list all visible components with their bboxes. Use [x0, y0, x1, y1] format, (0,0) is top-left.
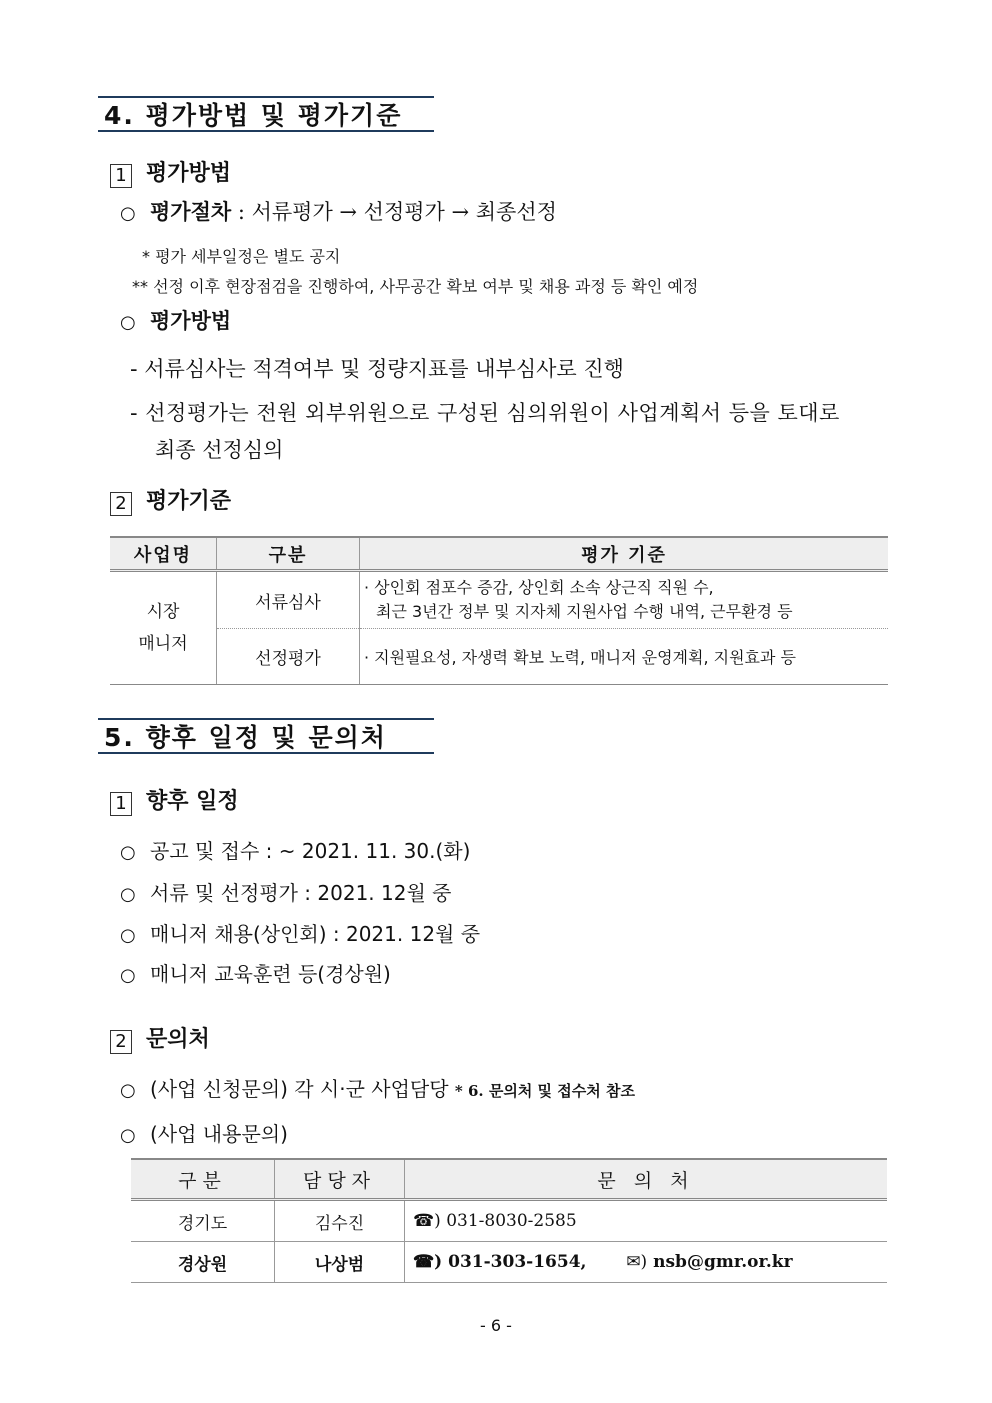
inquiry-line-1 — [120, 1073, 635, 1102]
phone-icon: ☎) — [413, 1211, 441, 1231]
business-name-cell — [110, 571, 217, 685]
subsection-number: 2 — [110, 1030, 132, 1054]
inquiry-note: * 6. 문의처 및 접수처 참조 — [454, 1082, 635, 1100]
inquiry-line-2 — [120, 1118, 288, 1147]
criteria-table — [110, 536, 888, 685]
method-item: - 서류심사는 적격여부 및 정량지표를 내부심사로 진행 — [130, 357, 624, 381]
column-header: 구분 — [131, 1159, 275, 1200]
criteria-line: · 지원필요성, 자생력 확보 노력, 매니저 운영계획, 지원효과 등 — [364, 648, 796, 667]
note-2: ** 선정 이후 현장점검을 진행하여, 사무공간 확보 여부 및 채용 과정 등 확인 예정 — [132, 277, 699, 296]
column-header: 담당자 — [275, 1159, 405, 1200]
note-1: * 평가 세부일정은 별도 공지 — [142, 247, 341, 266]
schedule-item — [120, 877, 451, 906]
table-row — [131, 1200, 887, 1242]
subsection-title: 문의처 — [146, 1027, 210, 1052]
column-header: 사업명 — [110, 537, 217, 571]
method-label: 평가방법 — [150, 309, 232, 333]
inquiry-label: (사업 신청문의) — [150, 1077, 288, 1101]
table-header-row — [131, 1159, 887, 1200]
schedule-text: 매니저 교육훈련 등(경상원) — [150, 962, 391, 986]
criteria-line: · 상인회 점포수 증감, 상인회 소속 상근직 직원 수, — [364, 578, 714, 597]
inquiry-text: 각 시·군 사업담당 — [294, 1077, 449, 1101]
procedure-line — [120, 196, 557, 226]
schedule-text: 매니저 채용(상인회) : 2021. 12월 중 — [150, 922, 481, 946]
circle-bullet-icon: ○ — [120, 842, 136, 863]
org-cell: 경기도 — [131, 1200, 275, 1242]
section-4-title: 4. 평가방법 및 평가기준 — [98, 96, 434, 132]
schedule-item — [120, 835, 470, 864]
schedule-text: 서류 및 선정평가 : 2021. 12월 중 — [150, 881, 452, 905]
subsection-title: 평가기준 — [146, 489, 232, 514]
criteria-cell — [360, 629, 889, 685]
column-header: 문 의 처 — [405, 1159, 888, 1200]
column-header: 구분 — [217, 537, 360, 571]
method-heading — [120, 305, 231, 335]
table-row — [110, 629, 888, 685]
business-name-line: 시장 — [146, 602, 180, 622]
section-5-title: 5. 향후 일정 및 문의처 — [98, 718, 434, 754]
subsection-number: 1 — [110, 792, 132, 816]
table-row — [110, 571, 888, 629]
type-cell: 서류심사 — [217, 571, 360, 629]
schedule-text: 공고 및 접수 : ~ 2021. 11. 30.(화) — [150, 839, 471, 863]
contact-cell — [405, 1242, 888, 1283]
circle-bullet-icon: ○ — [120, 312, 136, 333]
subsection-eval-method — [110, 156, 231, 188]
circle-bullet-icon: ○ — [120, 884, 136, 905]
contact-cell — [405, 1200, 888, 1242]
method-item: - 선정평가는 전원 외부위원으로 구성된 심의위원이 사업계획서 등을 토대로 — [130, 401, 840, 425]
type-cell: 선정평가 — [217, 629, 360, 685]
column-header: 평가 기준 — [360, 537, 889, 571]
inquiry-label: (사업 내용문의) — [150, 1122, 288, 1146]
schedule-item — [120, 918, 480, 947]
circle-bullet-icon: ○ — [120, 965, 136, 986]
circle-bullet-icon: ○ — [120, 1125, 136, 1146]
circle-bullet-icon: ○ — [120, 1080, 136, 1101]
criteria-cell — [360, 571, 889, 629]
circle-bullet-icon: ○ — [120, 203, 136, 224]
criteria-line: 최근 3년간 정부 및 지자체 지원사업 수행 내역, 근무환경 등 — [376, 602, 793, 621]
page-number: - 6 - — [480, 1316, 512, 1335]
schedule-item — [120, 958, 391, 987]
phone-number: 031-303-1654, — [448, 1252, 587, 1272]
phone-number: 031-8030-2585 — [446, 1211, 577, 1231]
org-cell: 경상원 — [131, 1242, 275, 1283]
person-cell: 김수진 — [275, 1200, 405, 1242]
mail-icon: ✉) — [626, 1252, 648, 1272]
table-row — [131, 1242, 887, 1283]
subsection-title: 향후 일정 — [146, 789, 239, 814]
subsection-inquiry — [110, 1022, 210, 1054]
circle-bullet-icon: ○ — [120, 925, 136, 946]
subsection-schedule — [110, 784, 239, 816]
subsection-number: 2 — [110, 492, 132, 516]
subsection-number: 1 — [110, 164, 132, 188]
phone-icon: ☎) — [413, 1252, 443, 1272]
email-address: nsb@gmr.or.kr — [653, 1252, 793, 1272]
procedure-text: : 서류평가 → 선정평가 → 최종선정 — [237, 200, 557, 224]
person-cell: 나상범 — [275, 1242, 405, 1283]
contact-table — [131, 1158, 887, 1283]
table-header-row — [110, 537, 888, 571]
method-item-cont: 최종 선정심의 — [155, 438, 284, 462]
procedure-label: 평가절차 — [150, 200, 232, 224]
subsection-title: 평가방법 — [146, 161, 232, 186]
subsection-eval-criteria — [110, 484, 231, 516]
business-name-line: 매니저 — [138, 634, 188, 654]
